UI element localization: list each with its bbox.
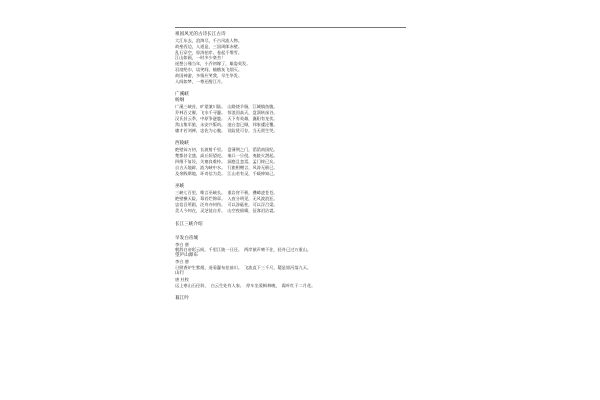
- poem-line: 远上寒山石径斜， 白云生处有人家。 停车坐爱枫林晚， 霜叶红于二月花。: [175, 282, 316, 288]
- section-xilingxia: [175, 141, 435, 176]
- section-title: 祖国风光的古诗长江古诗: [175, 32, 226, 37]
- poem-author: 唐 杜牧: [175, 276, 189, 282]
- section-title: 早发白帝城: [175, 235, 198, 241]
- section-wanglushanpubu: [175, 253, 435, 271]
- document-body: [175, 32, 435, 302]
- poem-line: 庸才若刘禅，忠佐为心腹。 设险犹可存，当无贾生哭。: [175, 127, 278, 133]
- poem-line: 三峡七百里，唯言巫峡长。 重岩窅不极，叠嶂凌苍苍。: [175, 190, 278, 196]
- section-title: 长江三峡介绍: [175, 221, 203, 227]
- poem-line: 大江东去，浪淘尽，千古风流人物。: [175, 38, 243, 43]
- section-title: 山行: [175, 270, 185, 276]
- poem-line: 美人今何在，灵芝徒自芳。 山空夜猿啸，征客泪沾裳。: [175, 207, 278, 213]
- section-title: 望庐山瀑布: [175, 253, 198, 259]
- poem-line: 及余践斯地，环奇信为美。 江山若有灵，千载伸知己。: [175, 170, 278, 176]
- poem-line: 四维不复设，关塞良难恃。 洞庭且忽焉，孟门终已矣。: [175, 158, 278, 164]
- poem-line: 绝壁耸万仞，长波射千里。 盘薄荆之门，滔滔南国纪。: [175, 147, 278, 153]
- section-shanxing: [175, 271, 435, 289]
- poem-line: 广溪三峡首，旷望兼川陆。 山路绕羊肠，江城镇鱼腹。: [175, 104, 278, 110]
- section-guangxixia: [175, 92, 435, 133]
- poem-line: 楚都昔全盛，高丘烜望祀。 秦兵一旦侵，夷陵火潜起。: [175, 153, 278, 159]
- poem-line: 常山集军旅，永安兴版筑。 池台忽已倾，邦家遽沦覆。: [175, 121, 278, 127]
- poem-line: 朝辞白帝彩云间，千里江陵一日还。 两岸猿声啼不住，轻舟已过万重山。: [175, 247, 312, 253]
- poem-line: 乔林百丈偃，飞水千寻瀑。 惊浪回高天，盘涡转深谷。: [175, 110, 278, 116]
- poem-author: 李白 唐: [175, 259, 189, 265]
- poem-author: 李白 唐: [175, 241, 189, 247]
- section-author: 杨炯: [175, 98, 185, 104]
- poem-line: 绝壁横天险，莓苔烂锦章。 入夜分明见，无风波浪狂。: [175, 196, 278, 202]
- section-title: 暮江吟: [175, 296, 189, 302]
- section-wuxia: [175, 184, 435, 213]
- page-top-rule: [175, 27, 406, 28]
- poem-line: 遥想公瑾当年，小乔初嫁了，雄姿英发。: [175, 61, 251, 67]
- section-zaofabaidicheng: [175, 236, 435, 254]
- poem-line: 忠信吾所蹈，泛舟亦何伤。 可以涉砥柱，可以浮吕梁。: [175, 201, 278, 207]
- section-title: 西陵峡: [175, 141, 189, 147]
- poem-line: 乱石穿空，惊涛拍岸，卷起千堆雪。: [175, 49, 243, 55]
- section-title: 广溪峡: [175, 92, 189, 98]
- section-title: 巫峡: [175, 184, 185, 190]
- poem-line: 故垒西边，人道是，三国周郎赤壁。: [175, 43, 243, 49]
- poem-line: 日照香炉生紫烟，遥看瀑布挂前川。 飞流直下三千尺，疑是银河落九天。: [175, 264, 312, 270]
- poem-line: 故国神游，多情应笑我，早生华发。: [175, 72, 243, 78]
- section-niannujiao: [175, 32, 435, 84]
- section-mujiangyin: [175, 296, 435, 302]
- poem-line: 自古天地辟，流为峡中水。 行旅相赠言，风涛无极已。: [175, 164, 278, 170]
- poem-line: 汉氏昔云季，中原争逐鹿。 天下有英雄，襄阳有龙伏。: [175, 115, 278, 121]
- poem-line: 江山如画，一时多少豪杰！: [175, 55, 226, 61]
- poem-line: 人间如梦，一尊还酹江月。: [175, 78, 226, 84]
- poem-line: 羽扇纶巾，谈笑间，樯橹灰飞烟灭。: [175, 66, 243, 72]
